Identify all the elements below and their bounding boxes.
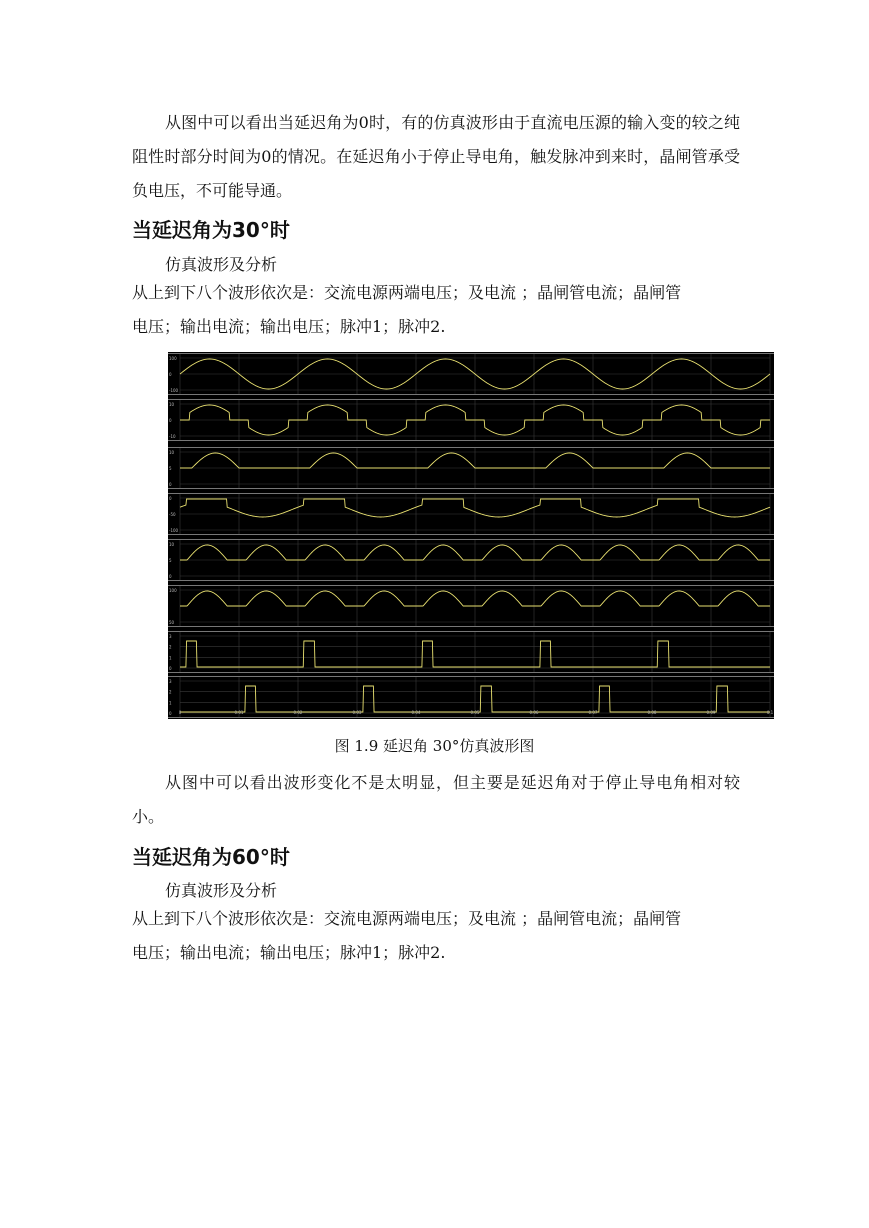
panel-border [168,539,774,540]
x-tick-label: 0.03 [352,710,362,715]
x-tick-label: 0.07 [588,710,598,715]
y-tick-label: 50 [169,620,175,625]
x-tick-label: 0.05 [470,710,480,715]
simulation-waveform-figure [168,352,774,719]
panel-border [168,394,774,395]
panel-border [168,399,774,400]
after-figure-paragraph: 从图中可以看出波形变化不是太明显，但主要是延迟角对于停止导电角相对较小。 [132,773,740,826]
panel-border [168,676,774,677]
y-tick-label: 0 [169,418,172,423]
x-tick-label: 0.01 [234,710,244,715]
waveform-description-60-line2: 电压；输出电流；输出电压；脉冲1；脉冲2. [132,943,446,962]
y-tick-label: 100 [169,356,177,361]
section-sub-60: 仿真波形及分析 [165,881,278,900]
y-tick-label: 2 [169,689,172,695]
y-tick-label: 0 [169,666,172,671]
panel-border [168,493,774,494]
y-tick-label: 0 [169,711,172,716]
section-heading-60: 当延迟角为60°时 [132,845,290,869]
y-tick-label: 3 [169,679,172,684]
panel-border [168,717,774,718]
y-tick-label: 10 [169,542,175,547]
intro-paragraph: 从图中可以看出当延迟角为0时，有的仿真波形由于直流电压源的输入变的较之纯阻性时部分时间为0的情况。在延迟角小于停止导电角，触发脉冲到来时，晶闸管承受负电压，不可能导通。 [132,113,740,200]
section-heading-30: 当延迟角为30°时 [132,218,290,242]
waveform-description-30-line1: 从上到下八个波形依次是：交流电源两端电压；及电流 ；晶闸管电流；晶闸管 [132,283,682,302]
y-tick-label: -100 [169,388,179,393]
y-tick-label: 10 [169,450,175,455]
y-tick-label: 5 [169,466,172,471]
panel-border [168,440,774,441]
y-tick-label: -100 [169,528,179,533]
x-tick-label: 0 [178,710,182,715]
panel-border [168,585,774,586]
y-tick-label: 5 [169,558,172,563]
figure-caption: 图 1.9 延迟角 30°仿真波形图 [334,737,535,755]
x-tick-label: 0.06 [529,710,539,715]
panel-border [168,672,774,673]
panel-border [168,353,774,354]
panel-border [168,580,774,581]
x-tick-label: 0.04 [411,710,421,715]
y-tick-label: 0 [169,372,172,377]
panel-border [168,626,774,627]
x-tick-label: 0.02 [293,710,303,715]
waveform-description-30-line2: 电压；输出电流；输出电压；脉冲1；脉冲2. [132,317,446,336]
scope-display [168,352,774,719]
panel-border [168,534,774,535]
x-tick-label: 0.08 [647,710,657,715]
y-tick-label: 1 [169,700,172,706]
y-tick-label: 0 [169,496,172,501]
y-tick-label: 3 [169,634,172,639]
y-tick-label: 10 [169,402,175,407]
panel-border [168,488,774,489]
y-tick-label: 2 [169,644,172,650]
y-tick-label: 0 [169,574,172,579]
y-tick-label: 1 [169,655,172,661]
x-tick-label: 0.09 [706,710,716,715]
section-sub-30: 仿真波形及分析 [165,255,278,274]
x-tick-label: 0.1 [766,710,774,715]
y-tick-label: -10 [169,434,176,439]
panel-border [168,631,774,632]
panel-border [168,447,774,448]
y-tick-label: 0 [169,482,172,487]
waveform-description-60-line1: 从上到下八个波形依次是：交流电源两端电压；及电流 ；晶闸管电流；晶闸管 [132,909,682,928]
y-tick-label: 100 [169,588,177,593]
y-tick-label: -50 [169,512,176,517]
